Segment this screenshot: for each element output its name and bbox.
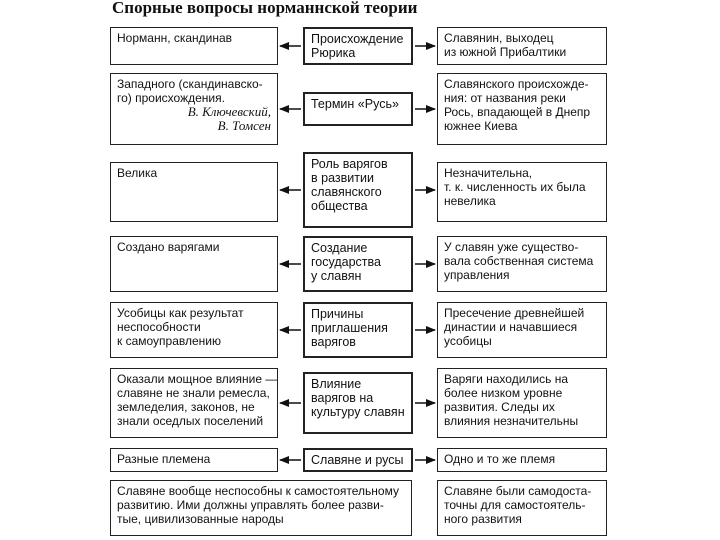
bottom-left-line: тые, цивилизованные народы <box>117 512 284 526</box>
right-box-line: усобицы <box>444 334 492 348</box>
left-box <box>110 302 278 358</box>
right-box-line: влияния незначительны <box>444 414 579 428</box>
right-box-line: Варяги находились на <box>444 372 569 386</box>
middle-box <box>303 92 413 126</box>
middle-box-line: Влияние <box>311 377 362 391</box>
right-box-line: из южной Прибалтики <box>444 45 567 59</box>
left-box <box>110 162 278 222</box>
left-box-line: Создано варягами <box>117 240 220 254</box>
left-box <box>110 27 278 65</box>
right-box-line: управления <box>444 268 510 282</box>
left-box-line: го) происхождения. <box>117 91 225 105</box>
right-box-line: У славян уже существо- <box>444 240 579 254</box>
right-box-line: Славянин, выходец <box>444 31 554 45</box>
middle-box-line: в развитии <box>311 171 374 185</box>
middle-box <box>303 27 413 65</box>
right-box <box>437 73 607 145</box>
middle-box <box>303 372 413 434</box>
right-box-line: Рось, впадающей в Днепр <box>444 105 591 119</box>
left-box-line: славяне не знали ремесла, <box>117 386 270 400</box>
right-box-line: династии и начавшиеся <box>444 320 578 334</box>
left-box-line: Норманн, скандинав <box>117 31 233 45</box>
middle-box <box>303 302 413 358</box>
right-box-line: развития. Следы их <box>444 400 555 414</box>
left-box-line: знали оседлых поселений <box>117 414 264 428</box>
author-name: В. Томсен <box>217 118 271 133</box>
left-box <box>110 73 278 145</box>
middle-box-line: славянского <box>311 185 382 199</box>
left-box-line: Оказали мощное влияние — <box>117 372 278 386</box>
right-box <box>437 448 607 472</box>
right-box-line: Одно и то же племя <box>444 452 556 466</box>
middle-box-line: Причины <box>311 307 364 321</box>
right-box-line: вала собственная система <box>444 254 594 268</box>
right-box-line: южнее Киева <box>444 119 518 133</box>
right-box-line: невелика <box>444 194 496 208</box>
middle-box-line: Происхождение <box>311 32 404 46</box>
left-box-line: Разные племена <box>117 452 211 466</box>
middle-box-line: Создание <box>311 241 368 255</box>
right-box-line: Незначительна, <box>444 166 533 180</box>
right-box-line: Славянского происхожде- <box>444 77 589 91</box>
middle-box <box>303 448 413 472</box>
middle-box-line: культуру славян <box>311 405 405 419</box>
left-box <box>110 368 278 438</box>
middle-box-line: приглашения <box>311 321 388 335</box>
middle-box-line: варягов <box>311 335 356 349</box>
right-box <box>437 162 607 222</box>
left-box-line: Западного (скандинавско- <box>117 77 263 91</box>
right-box-line: более низком уровне <box>444 386 563 400</box>
left-box <box>110 236 278 292</box>
right-box <box>437 27 607 65</box>
right-box-line: т. к. численность их была <box>444 180 586 194</box>
bottom-left-box <box>110 480 412 536</box>
bottom-right-line: точны для самостоятель- <box>444 498 586 512</box>
middle-box-line: государства <box>311 255 381 269</box>
right-box <box>437 368 607 438</box>
bottom-right-line: Славяне были самодоста- <box>444 484 592 498</box>
page-title: Спорные вопросы норманнской теории <box>112 0 418 17</box>
left-box-line: Велика <box>117 166 158 180</box>
middle-box-line: Славяне и русы <box>311 453 404 467</box>
left-box <box>110 448 278 472</box>
middle-box-line: Рюрика <box>311 46 356 60</box>
middle-box <box>303 152 413 228</box>
author-name: В. Ключевский, <box>187 104 271 119</box>
right-box-line: Пресечение древнейшей <box>444 306 585 320</box>
middle-box-line: общества <box>311 199 368 213</box>
right-box-line: ния: от названия реки <box>444 91 566 105</box>
left-box-line: Усобицы как результат <box>117 306 244 320</box>
left-box-line: земледелия, законов, не <box>117 400 255 414</box>
bottom-left-line: Славяне вообще неспособны к самостоятельному <box>117 484 399 498</box>
bottom-right-box <box>437 480 607 536</box>
left-box-line: неспособности <box>117 320 201 334</box>
right-box <box>437 302 607 358</box>
middle-box-line: Термин «Русь» <box>311 97 399 111</box>
middle-box-line: варягов на <box>311 391 374 405</box>
middle-box-line: у славян <box>311 269 362 283</box>
middle-box <box>303 236 413 292</box>
right-box <box>437 236 607 292</box>
middle-box-line: Роль варягов <box>311 157 388 171</box>
bottom-left-line: развитию. Ими должны управлять более разви- <box>117 498 384 512</box>
bottom-right-line: ного развития <box>444 512 522 526</box>
left-box-line: к самоуправлению <box>117 334 221 348</box>
